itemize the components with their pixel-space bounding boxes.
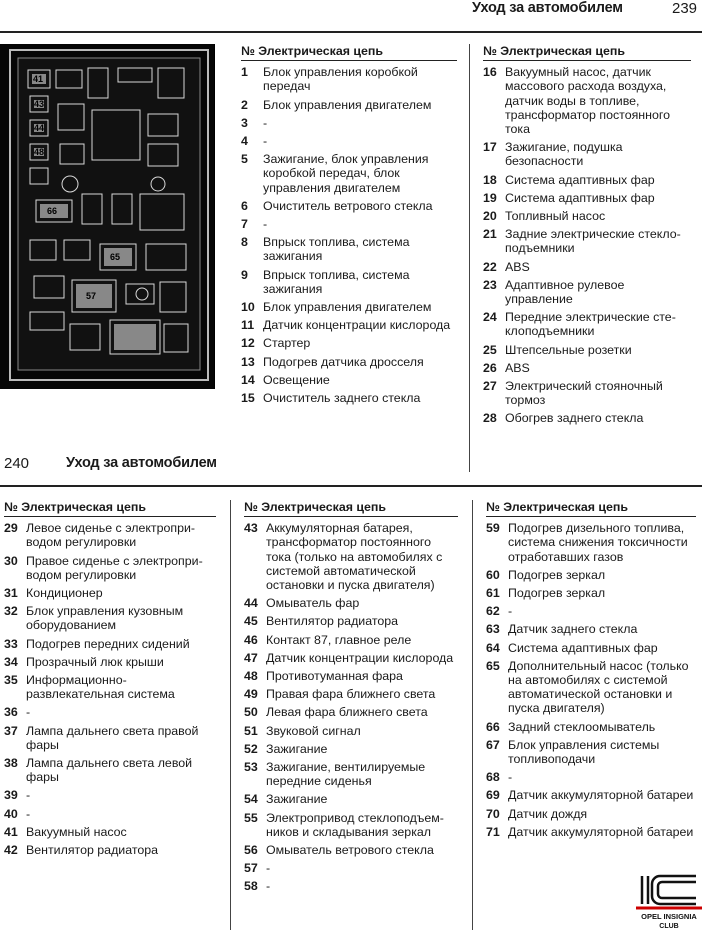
- fuse-circuit: Омыватель фар: [266, 596, 360, 611]
- fuse-number: 40: [4, 806, 18, 821]
- fuse-circuit: -: [26, 705, 31, 720]
- fuse-row: [483, 173, 691, 187]
- photo-label-41: 41: [33, 74, 44, 84]
- fuse-circuit: Обогрев заднего стекла: [505, 411, 644, 426]
- fuse-circuit: -: [26, 806, 31, 821]
- fuse-circuit: Адаптивное рулевое управление: [505, 277, 625, 307]
- fuse-row: [483, 140, 691, 168]
- fuse-row: [244, 521, 458, 592]
- fuse-number: 30: [4, 553, 18, 568]
- fuse-circuit: Контакт 87, главное реле: [266, 632, 412, 647]
- fuse-circuit: -: [508, 604, 513, 619]
- fuse-circuit: -: [266, 879, 271, 894]
- fuse-circuit: Очиститель заднего стекла: [263, 391, 421, 406]
- fuse-number: 55: [244, 810, 258, 825]
- fuse-number: 71: [486, 824, 500, 839]
- fuse-row: [244, 687, 458, 701]
- fuse-row: [244, 705, 458, 719]
- fuse-row: [483, 343, 691, 357]
- fuse-row: [241, 116, 457, 130]
- page-header-title: Уход за автомобилем: [472, 0, 623, 16]
- fuse-number: 61: [486, 586, 500, 601]
- photo-right-edge: [214, 44, 215, 389]
- fuse-number: 54: [244, 792, 258, 807]
- fuse-row: [486, 604, 696, 618]
- fuse-number: 59: [486, 521, 500, 536]
- fuse-circuit: Омыватель ветрового стекла: [266, 843, 434, 858]
- fuse-circuit: Блок управления кузовным оборудованием: [26, 604, 184, 633]
- fuse-circuit: Подогрев зеркал: [508, 567, 606, 582]
- fuse-list-bottom-col2: [244, 500, 458, 898]
- fuse-number: 34: [4, 654, 18, 669]
- fuse-number: 65: [486, 658, 500, 673]
- fuse-number: 52: [244, 741, 258, 756]
- fuse-number: 42: [4, 843, 18, 858]
- fuse-circuit: Блок управления двигателем: [263, 97, 432, 112]
- fuse-circuit: Блок управления коробкой передач: [263, 65, 418, 94]
- fuse-circuit: Система адаптивных фар: [505, 172, 655, 187]
- fuse-circuit: Датчик заднего стекла: [508, 622, 638, 637]
- fuse-row: [483, 411, 691, 425]
- fuse-number: 25: [483, 342, 497, 357]
- fuse-circuit: Вакуумный насос: [26, 824, 127, 839]
- fuse-number: 29: [4, 521, 18, 536]
- fuse-number: 51: [244, 723, 258, 738]
- fuse-row: [486, 641, 696, 655]
- fuse-circuit: Зажигание, вентилируемые передние сиденья: [266, 760, 426, 789]
- fuse-row: [486, 788, 696, 802]
- fuse-circuit: ABS: [505, 259, 530, 274]
- fuse-number: 20: [483, 209, 497, 224]
- fuse-number: 4: [241, 134, 248, 149]
- fuse-number: 67: [486, 737, 500, 752]
- fuse-row: [241, 152, 457, 195]
- fuse-circuit: Датчик аккумуляторной батареи: [508, 824, 694, 839]
- fuse-number: 63: [486, 622, 500, 637]
- fuse-number: 33: [4, 636, 18, 651]
- fuse-circuit: Правое сиденье с электропри-водом регулировки: [26, 553, 203, 582]
- fuse-row: [486, 720, 696, 734]
- fuse-row: [244, 724, 458, 738]
- logo-text-line1: OPEL INSIGNIA: [641, 912, 697, 921]
- fuse-circuit: ABS: [505, 360, 530, 375]
- fuse-number: 3: [241, 115, 248, 130]
- fuse-circuit: Зажигание: [266, 792, 328, 807]
- fuse-row: [244, 596, 458, 610]
- fuse-circuit: Система адаптивных фар: [505, 190, 655, 205]
- fuse-row: [244, 760, 458, 788]
- fuse-circuit: Очиститель ветрового стекла: [263, 198, 433, 213]
- fuse-list-bottom-col3: [486, 500, 696, 843]
- fuse-circuit: Звуковой сигнал: [266, 723, 361, 738]
- fuse-number: 66: [486, 719, 500, 734]
- photo-label-43: 43: [34, 99, 45, 109]
- fuse-row: [4, 756, 216, 784]
- fuse-row: [244, 633, 458, 647]
- fuse-row: [244, 669, 458, 683]
- fuse-number: 35: [4, 673, 18, 688]
- fuse-circuit: Датчик концентрации кислорода: [263, 318, 451, 333]
- column-header: № Электрическая цепь: [4, 500, 216, 517]
- fuse-row: [486, 586, 696, 600]
- fuse-circuit: Блок управления двигателем: [263, 300, 432, 315]
- column-divider-bottom-1: [230, 500, 231, 930]
- fuse-circuit: Система адаптивных фар: [508, 640, 658, 655]
- fuse-number: 36: [4, 705, 18, 720]
- fuse-circuit: Зажигание, блок управления коробкой передач, блок управления двигателем: [263, 152, 429, 195]
- fuse-row: [486, 807, 696, 821]
- column-divider-bottom-2: [472, 500, 473, 930]
- photo-label-66: 66: [47, 206, 58, 216]
- fuse-number: 46: [244, 632, 258, 647]
- fuse-number: 26: [483, 360, 497, 375]
- fuse-row: [241, 65, 457, 93]
- page-footer-title: Уход за автомобилем: [66, 455, 217, 471]
- fuse-circuit: Датчик дождя: [508, 806, 588, 821]
- fuse-number: 48: [244, 669, 258, 684]
- fuse-row: [241, 199, 457, 213]
- fuse-row: [486, 659, 696, 716]
- fuse-row: [241, 355, 457, 369]
- photo-label-65: 65: [110, 252, 121, 262]
- fuse-circuit: Зажигание, подушка безопасности: [505, 140, 623, 169]
- fuse-row: [244, 792, 458, 806]
- fuse-number: 32: [4, 604, 18, 619]
- fuse-row: [4, 586, 216, 600]
- header-rule: [0, 31, 702, 33]
- fuse-row: [241, 300, 457, 314]
- fuse-row: [4, 705, 216, 719]
- fuse-row: [4, 637, 216, 651]
- fuse-number: 45: [244, 614, 258, 629]
- fuse-circuit: Стартер: [263, 336, 311, 351]
- fuse-circuit: Топливный насос: [505, 209, 606, 224]
- fuse-row: [241, 134, 457, 148]
- fuse-number: 23: [483, 277, 497, 292]
- fuse-circuit: -: [508, 770, 513, 785]
- fuse-circuit: Кондиционер: [26, 586, 103, 601]
- fuse-row: [4, 655, 216, 669]
- fuse-row: [244, 651, 458, 665]
- fuse-circuit: Передние электрические сте-клоподъемники: [505, 310, 676, 339]
- fuse-circuit: Вакуумный насос, датчик массового расхода воздуха, датчик воды в топливе, трансформатор постоянного тока: [505, 65, 671, 137]
- fuse-circuit: -: [266, 861, 271, 876]
- fuse-list-top-col2: [483, 44, 691, 430]
- fuse-circuit: Лампа дальнего света левой фары: [26, 756, 193, 785]
- fuse-row: [244, 879, 458, 893]
- fuse-circuit: Противотуманная фара: [266, 669, 403, 684]
- fuse-circuit: Подогрев датчика дросселя: [263, 354, 424, 369]
- fuse-list-bottom-col1: [4, 500, 216, 861]
- fuse-circuit: Подогрев передних сидений: [26, 636, 190, 651]
- fuse-circuit: Блок управления системы топливоподачи: [508, 737, 660, 767]
- fuse-circuit: Вентилятор радиатора: [266, 614, 399, 629]
- fuse-number: 13: [241, 354, 255, 369]
- fuse-circuit: Электрический стояночный тормоз: [505, 379, 663, 408]
- logo-text-line2: CLUB: [659, 923, 679, 930]
- fuse-number: 12: [241, 336, 255, 351]
- fuse-number: 68: [486, 770, 500, 785]
- fuse-row: [483, 227, 691, 255]
- fuse-row: [241, 373, 457, 387]
- fuse-circuit: Аккумуляторная батарея, трансформатор постоянного тока (только на автомобилях с системой автоматической остановки и пуска двигателя): [266, 521, 443, 593]
- fuse-row: [486, 622, 696, 636]
- fuse-circuit: Зажигание: [266, 741, 328, 756]
- fuse-row: [483, 191, 691, 205]
- fuse-circuit: Прозрачный люк крыши: [26, 654, 164, 669]
- fuse-circuit: Датчик аккумуляторной батареи: [508, 788, 694, 803]
- fuse-box-image: [0, 44, 214, 389]
- header-rule-bottom: [0, 485, 702, 487]
- page-number-top: 239: [672, 0, 698, 17]
- fuse-row: [4, 521, 216, 549]
- page-number-bottom: 240: [4, 455, 30, 472]
- fuse-row: [483, 361, 691, 375]
- fuse-number: 1: [241, 65, 248, 80]
- fuse-number: 64: [486, 640, 500, 655]
- fuse-row: [4, 843, 216, 857]
- fuse-row: [4, 788, 216, 802]
- fuse-circuit: Датчик концентрации кислорода: [266, 650, 454, 665]
- fuse-number: 11: [241, 318, 255, 333]
- fuse-row: [241, 336, 457, 350]
- fuse-row: [244, 843, 458, 857]
- fuse-circuit: Подогрев дизельного топлива, система снижения токсичности отработавших газов: [508, 521, 688, 564]
- fuse-circuit: -: [26, 788, 31, 803]
- fuse-row: [241, 98, 457, 112]
- fuse-circuit: Впрыск топлива, система зажигания: [263, 267, 410, 296]
- fuse-number: 9: [241, 267, 248, 282]
- fuse-row: [486, 568, 696, 582]
- fuse-number: 7: [241, 217, 248, 232]
- fuse-number: 60: [486, 567, 500, 582]
- fuse-number: 22: [483, 259, 497, 274]
- fuse-row: [4, 604, 216, 632]
- fuse-row: [483, 278, 691, 306]
- fuse-circuit: -: [263, 115, 268, 130]
- fuse-row: [241, 268, 457, 296]
- fuse-circuit: Правая фара ближнего света: [266, 687, 436, 702]
- fuse-row: [241, 391, 457, 405]
- fuse-number: 15: [241, 391, 255, 406]
- fuse-number: 8: [241, 235, 248, 250]
- fuse-circuit: Лампа дальнего света правой фары: [26, 723, 199, 752]
- fuse-number: 2: [241, 97, 248, 112]
- fuse-number: 44: [244, 596, 258, 611]
- fuse-circuit: Подогрев зеркал: [508, 586, 606, 601]
- fuse-number: 17: [483, 140, 497, 155]
- fuse-row: [4, 724, 216, 752]
- fuse-circuit: -: [263, 134, 268, 149]
- fuse-number: 47: [244, 650, 258, 665]
- fuse-number: 49: [244, 687, 258, 702]
- fuse-row: [4, 673, 216, 701]
- fuse-number: 62: [486, 604, 500, 619]
- fuse-row: [4, 807, 216, 821]
- fuse-row: [486, 825, 696, 839]
- fuse-row: [483, 260, 691, 274]
- fuse-number: 28: [483, 411, 497, 426]
- fuse-circuit: Электропривод стеклоподъем-ников и складывания зеркал: [266, 810, 444, 839]
- fuse-circuit: Задние электрические стекло-подъемники: [505, 227, 681, 256]
- fuse-row: [483, 65, 691, 136]
- fuse-row: [241, 217, 457, 231]
- fuse-number: 38: [4, 756, 18, 771]
- photo-label-48: 48: [34, 147, 45, 157]
- fuse-number: 5: [241, 152, 248, 167]
- fuse-number: 70: [486, 806, 500, 821]
- fuse-circuit: Информационно-развлекательная система: [26, 673, 175, 702]
- fuse-row: [483, 209, 691, 223]
- fuse-row: [486, 521, 696, 564]
- fuse-row: [244, 811, 458, 839]
- fuse-circuit: Освещение: [263, 372, 330, 387]
- fuse-number: 57: [244, 861, 258, 876]
- fuse-box-photo: [0, 44, 214, 389]
- fuse-row: [486, 738, 696, 766]
- fuse-row: [483, 379, 691, 407]
- fuse-circuit: Штепсельные розетки: [505, 342, 632, 357]
- fuse-circuit: Левое сиденье с электропри-водом регулировки: [26, 521, 196, 550]
- fuse-number: 53: [244, 760, 258, 775]
- fuse-number: 24: [483, 310, 497, 325]
- fuse-row: [244, 614, 458, 628]
- fuse-circuit: Дополнительный насос (только на автомобилях с системой автоматической остановки и пуска двигателя): [508, 658, 689, 716]
- column-header: № Электрическая цепь: [244, 500, 458, 517]
- fuse-number: 69: [486, 788, 500, 803]
- fuse-number: 10: [241, 300, 255, 315]
- fuse-row: [244, 861, 458, 875]
- fuse-number: 37: [4, 723, 18, 738]
- photo-label-44: 44: [34, 123, 45, 133]
- fuse-row: [241, 318, 457, 332]
- fuse-number: 16: [483, 65, 497, 80]
- fuse-number: 18: [483, 172, 497, 187]
- fuse-number: 58: [244, 879, 258, 894]
- fuse-number: 50: [244, 705, 258, 720]
- fuse-number: 27: [483, 379, 497, 394]
- fuse-circuit: Задний стеклоомыватель: [508, 719, 656, 734]
- column-header: № Электрическая цепь: [483, 44, 691, 61]
- fuse-row: [486, 770, 696, 784]
- column-divider-top: [469, 44, 470, 472]
- column-header: № Электрическая цепь: [241, 44, 457, 61]
- fuse-row: [4, 825, 216, 839]
- fuse-number: 6: [241, 198, 248, 213]
- fuse-row: [244, 742, 458, 756]
- fuse-number: 21: [483, 227, 497, 242]
- fuse-number: 41: [4, 824, 18, 839]
- fuse-list-top-col1: [241, 44, 457, 409]
- fuse-number: 43: [244, 521, 258, 536]
- opel-insignia-club-logo: [636, 874, 702, 930]
- column-header: № Электрическая цепь: [486, 500, 696, 517]
- fuse-number: 39: [4, 788, 18, 803]
- fuse-number: 56: [244, 843, 258, 858]
- fuse-circuit: Вентилятор радиатора: [26, 843, 159, 858]
- fuse-circuit: Впрыск топлива, система зажигания: [263, 235, 410, 264]
- photo-label-57: 57: [86, 291, 97, 301]
- fuse-row: [483, 310, 691, 338]
- fuse-number: 19: [483, 190, 497, 205]
- fuse-circuit: -: [263, 217, 268, 232]
- fuse-row: [4, 554, 216, 582]
- fuse-number: 14: [241, 372, 255, 387]
- fuse-circuit: Левая фара ближнего света: [266, 705, 428, 720]
- fuse-row: [241, 235, 457, 263]
- fuse-number: 31: [4, 586, 18, 601]
